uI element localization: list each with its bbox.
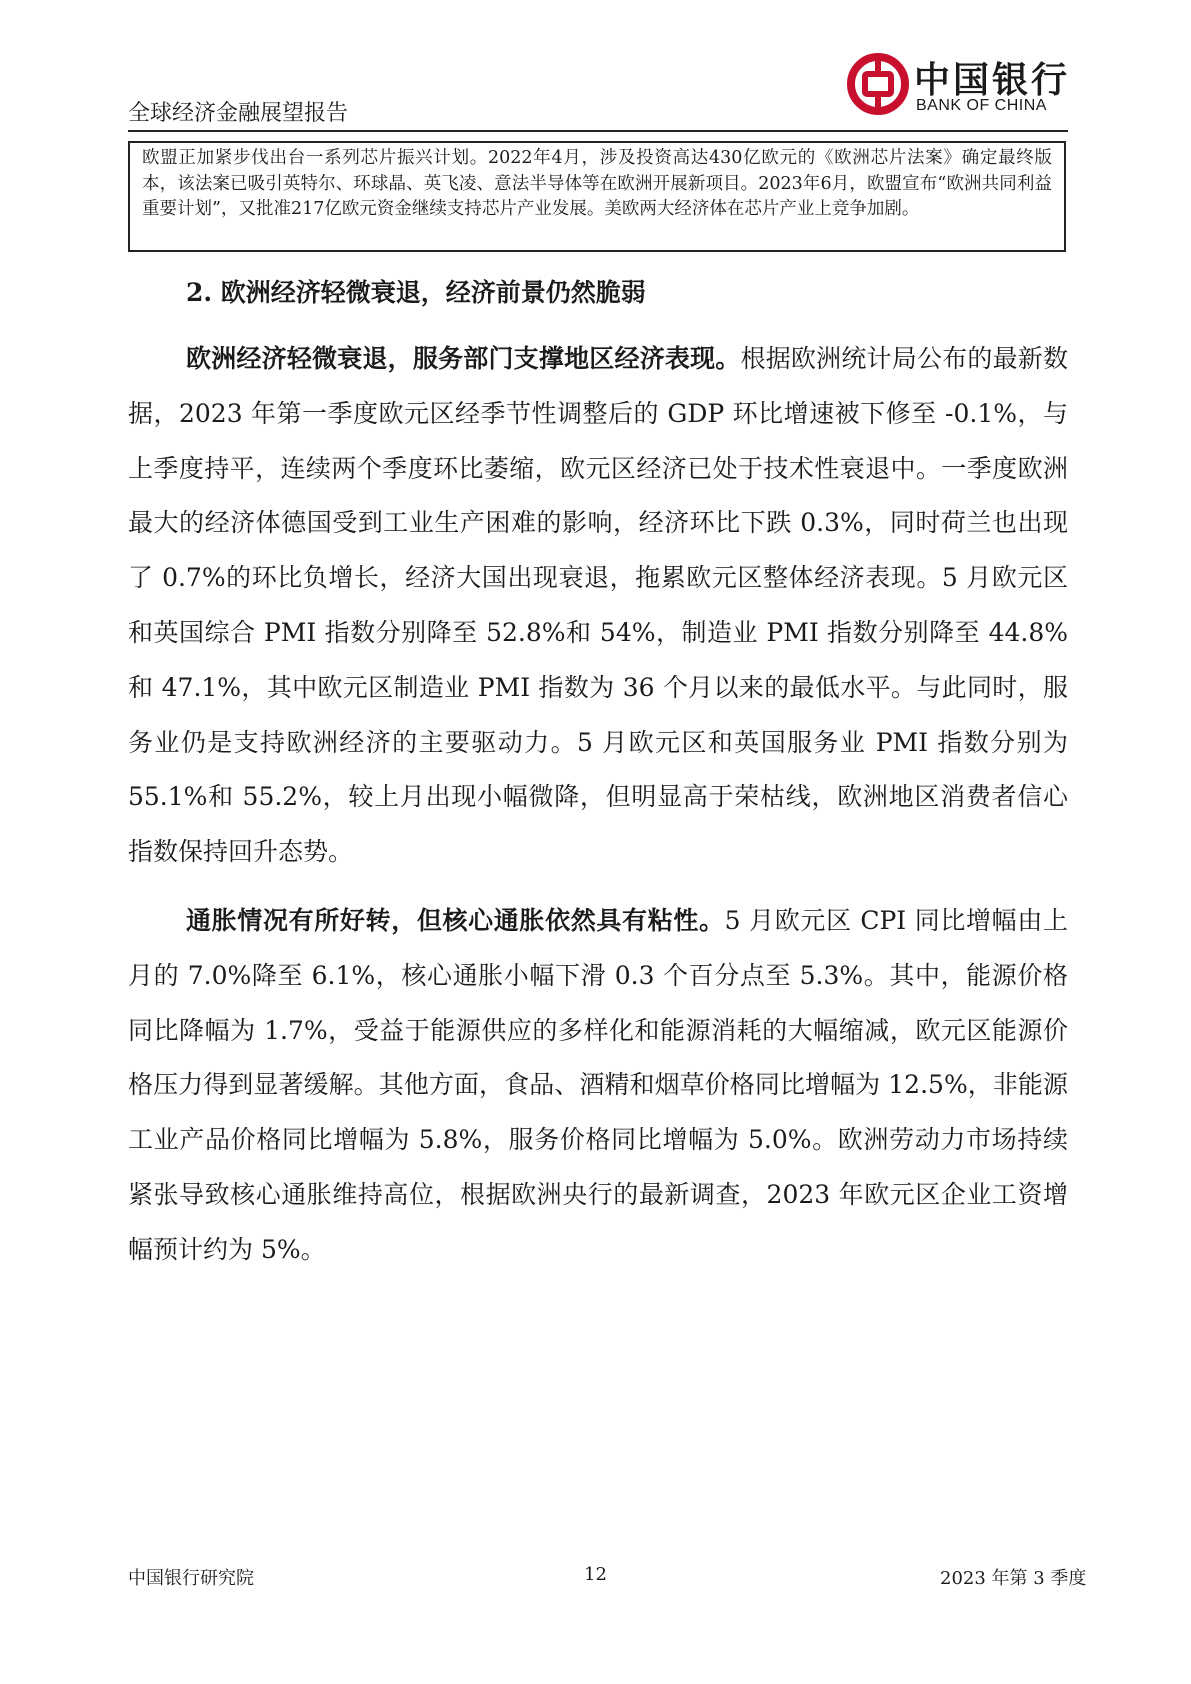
- footer-institution: 中国银行研究院: [128, 1568, 254, 1589]
- logo-name-cn: 中国银行: [914, 59, 1071, 101]
- paragraph-body: 5 月欧元区 CPI 同比增幅由上月的 7.0%降至 6.1%，核心通胀小幅下滑 0.3 个百分点至 5.3%。其中，能源价格同比降幅为 1.7%，受益于能源供应的多样化和能源消耗的大幅缩减，欧元区能源价格压力得到显著缓解。其他方面，食品、酒精和烟草价格同比增幅为 12.5%，非能源工业产品价格同比增幅为 5.8%，服务价格同比增幅为 5.0%。欧洲劳动力市场持续紧张导致核心通胀维持高位，根据欧洲央行的最新调查，2023 年欧元区企业工资增幅预计约为 5%。: [128, 906, 1068, 1264]
- paragraph-body: 根据欧洲统计局公布的最新数据，2023 年第一季度欧元区经季节性调整后的 GDP 环比增速被下修至 -0.1%，与上季度持平，连续两个季度环比萎缩，欧元区经济已处于技术性衰退中。一季度欧洲最大的经济体德国受到工业生产困难的影响，经济环比下跌 0.3%，同时荷兰也出现了 0.7%的环比负增长，经济大国出现衰退，拖累欧元区整体经济表现。5 月欧元区和英国综合 PMI 指数分别降至 52.8%和 54%，制造业 PMI 指数分别降至 44.8%和 47.1%，其中欧元区制造业 PMI 指数为 36 个月以来的最低水平。与此同时，服务业仍是支持欧洲经济的主要驱动力。5 月欧元区和英国服务业 PMI 指数分别为 55.1%和 55.2%，较上月出现小幅微降，但明显高于荣枯线，欧洲地区消费者信心指数保持回升态势。: [128, 344, 1068, 867]
- section-heading: 2. 欧洲经济轻微衰退，经济前景仍然脆弱: [186, 278, 646, 307]
- bank-logo: [846, 50, 1076, 120]
- logo-name-en: BANK OF CHINA: [916, 97, 1047, 114]
- bank-of-china-emblem-icon: [846, 52, 910, 116]
- paragraph-lead: 欧洲经济轻微衰退，服务部门支撑地区经济表现。: [186, 344, 741, 373]
- report-title: 全球经济金融展望报告: [128, 101, 349, 126]
- header-divider: [128, 130, 1068, 132]
- paragraph-inflation: [128, 894, 1068, 1278]
- paragraph-economy: [128, 332, 1068, 880]
- paragraph-lead: 通胀情况有所好转，但核心通胀依然具有粘性。: [186, 906, 725, 935]
- footer-page-number: 12: [584, 1564, 607, 1585]
- boxed-note: 欧盟正加紧步伐出台一系列芯片振兴计划。2022年4月，涉及投资高达430亿欧元的《欧洲芯片法案》确定最终版本，该法案已吸引英特尔、环球晶、英飞凌、意法半导体等在欧洲开展新项目。2023年6月，欧盟宣布“欧洲共同利益重要计划”，又批准217亿欧元资金继续支持芯片产业发展。美欧两大经济体在芯片产业上竞争加剧。: [128, 141, 1066, 252]
- footer-period: 2023 年第 3 季度: [940, 1568, 1087, 1589]
